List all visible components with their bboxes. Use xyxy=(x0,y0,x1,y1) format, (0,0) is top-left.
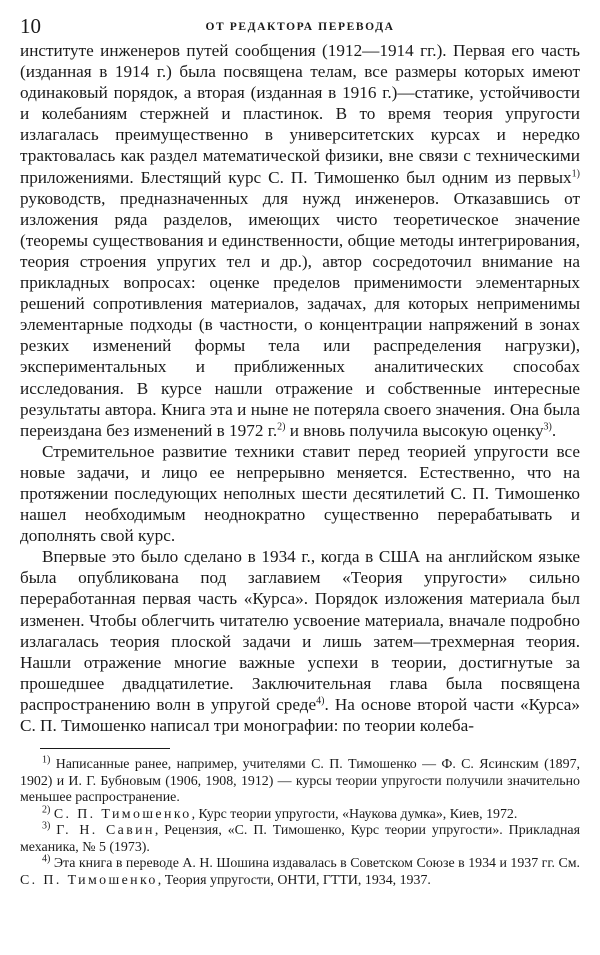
page-header xyxy=(20,10,580,40)
footnote-1: $^{1)}$ Написанные ранее, например, учителями С. П. Тимошенко — Ф. С. Ясинским (1897, 1902) и И. Г. Бубновым (1906, 1908, 1912) — курсы теории упругости получили значительно меньшее распространение. xyxy=(20,754,580,806)
main-text xyxy=(20,40,580,736)
paragraph-2: Стремительное развитие техники ставит перед теорией упругости все новые задачи, и лицо ее непрерывно меняется. Естественно, что на протяжении последующих неполных шести десятилетий С. П. Тимошенко нашел необходимым неоднократно существенно перерабатывать и дополнять свой курс. xyxy=(20,441,580,546)
footnote-author: С. П. Тимошенко xyxy=(53,806,192,822)
paragraph-3: Впервые это было сделано в 1934 г., когда в США на английском языке была опубликована под заглавием «Теория упругости» сильно переработанная первая часть «Курса». Порядок изложения материала был изменен. Чтобы облегчить читателю усвоение материала, вначале подробно излагалась теория плоской задачи и лишь затем—трехмерная теория. Нашли отражение многие важные успехи в теории, достигнутые за прошедшее двадцатилетие. Заключительная глава была посвящена распространению волн в упругой среде$^{4)}$. На основе второй части «Курса» С. П. Тимошенко написал три монографии: по теории колеба- xyxy=(20,547,581,735)
footnote-3: $^{3)}$ Г. Н. Савин, Рецензия, «С. П. Тимошенко, Курс теории упругости». Прикладная механика, № 5 (1973). xyxy=(20,820,580,855)
footnote-ref-2: 2) xyxy=(277,420,286,432)
footnote-ref-3: 3) xyxy=(543,420,552,432)
footnote-4: $^{4)}$ Эта книга в переводе А. Н. Шошина издавалась в Советском Союзе в 1934 и 1937 гг. См. С. П. Тимошенко, Теория упругости, ОНТИ, ГТТИ, 1934, 1937. xyxy=(20,853,580,888)
footnote-2: $^{2)}$ С. П. Тимошенко, Курс теории упругости, «Наукова думка», Киев, 1972. xyxy=(42,803,518,822)
page-number: 10 xyxy=(20,14,41,38)
paragraph-1: институте инженеров путей сообщения (1912—1914 гг.). Первая его часть (изданная в 1914 г.) была посвящена телам, все размеры которых имеют одинаковый порядок, а вторая (изданная в 1916 г.)—статике, устойчивости и колебаниям стержней и пластинок. В то время теория упругости излагалась преимущественно в университетских курсах и нередко трактовалась как раздел математической физики, вне связи с техническими приложениями. Блестящий курс С. П. Тимошенко был одним из первых$^{1)}$ руководств, предназначенных для нужд инженеров. Отказавшись от изложения ряда разделов, имеющих чисто теоретическое значение (теоремы существования и единственности, общие методы интегрирования, теория строения упругих тел и др.), автор сосредоточил внимание на прикладных вопросах: оценке пределов применимости элементарных решений сопротивления материалов, задачах, для которых неприменимы элементарные подходы (в частности, о концентрации напряжений в зонах резких изменений формы тела или распределения нагрузки), экспериментальных и приближенных аналитических способах исследования. В курсе нашли отражение и собственные интересные результаты автора. Книга эта и ныне не потеряла своего значения. Она была переиздана без изменений в 1972 г.$^{2)}$ и вновь получила высокую оценку$^{3)}$. xyxy=(20,41,580,440)
footnote-divider xyxy=(40,748,170,749)
footnote-author: С. П. Тимошенко xyxy=(20,872,158,888)
footnote-ref-1: 1) xyxy=(571,167,580,179)
running-head: ОТ РЕДАКТОРА ПЕРЕВОДА xyxy=(205,21,395,33)
footnote-ref-4: 4) xyxy=(316,695,325,707)
footnotes xyxy=(20,754,580,889)
footnote-author: Г. Н. Савин xyxy=(56,823,155,839)
book-page xyxy=(20,10,580,889)
